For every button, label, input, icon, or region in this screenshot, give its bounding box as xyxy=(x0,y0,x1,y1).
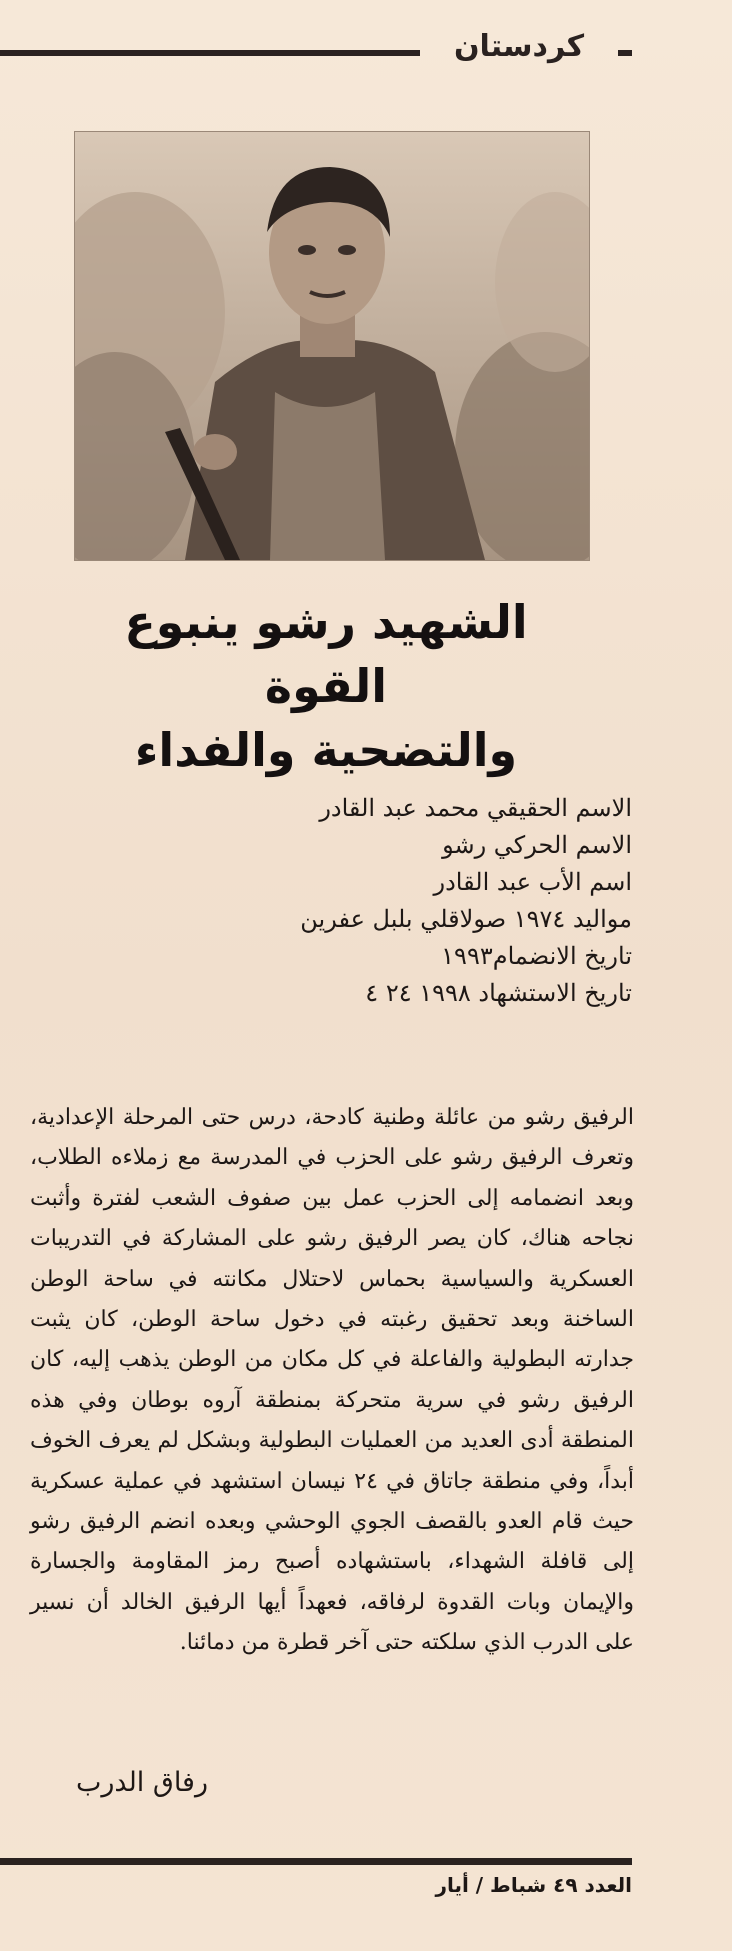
section-name: كردستان xyxy=(453,29,585,64)
issue-footer: العدد ٤٩ شباط / أيار xyxy=(435,1873,632,1897)
article-title xyxy=(96,590,556,782)
header-rule-left xyxy=(0,50,420,56)
article-title-line-2: والتضحية والفداء xyxy=(134,723,518,777)
info-martyrdom-date: تاريخ الاستشهاد ١٩٩٨ ٢٤ ٤ xyxy=(365,979,632,1007)
portrait-photo-icon xyxy=(75,132,589,560)
info-birth: مواليد ١٩٧٤ صولاقلي بلبل عفرين xyxy=(300,905,632,933)
info-movement-name: الاسم الحركي رشو xyxy=(442,831,632,859)
info-join-date: تاريخ الانضمام١٩٩٣ xyxy=(441,942,632,970)
article-title-line-1: الشهيد رشو ينبوع القوة xyxy=(124,595,528,713)
footer-rule xyxy=(0,1858,632,1865)
portrait-photo xyxy=(74,131,590,561)
info-real-name: الاسم الحقيقي محمد عبد القادر xyxy=(319,794,632,822)
article-signature: رفاق الدرب xyxy=(75,1767,208,1798)
article-body: الرفيق رشو من عائلة وطنية كادحة، درس حتى المرحلة الإعدادية، وتعرف الرفيق رشو على الحزب في المدرسة مع زملاءه الطلاب، وبعد انضمامه إلى الحزب عمل بين صفوف الشعب لفترة وأثبت نجاحه هناك، كان يصر الرفيق رشو على المشاركة في التدريبات العسكرية والسياسية بحماس لاحتلال مكانته في ساحة الوطن الساخنة وبعد تحقيق رغبته في دخول ساحة الوطن، كان يثبت جدارته البطولية والفاعلة في كل مكان من الوطن يذهب إليه، كان الرفيق رشو في سرية متحركة بمنطقة آروه بوطان وفي هذه المنطقة أدى العديد من العمليات البطولية وبشكل لم يعرف الخوف أبداً، وفي منطقة جاتاق في ٢٤ نيسان استشهد في عملية عسكرية حيث قام العدو بالقصف الجوي الوحشي وبعده انضم الرفيق رشو إلى قافلة الشهداء، باستشهاده أصبح رمز المقاومة والجسارة والإيمان وبات القدوة لرفاقه، فعهداً أيها الرفيق الخالد أن نسير على الدرب الذي سلكته حتى آخر قطرة من دمائنا. xyxy=(30,1105,634,1656)
header-rule-right xyxy=(618,50,632,56)
info-father-name: اسم الأب عبد القادر xyxy=(433,868,632,896)
martyr-info xyxy=(200,790,632,1012)
